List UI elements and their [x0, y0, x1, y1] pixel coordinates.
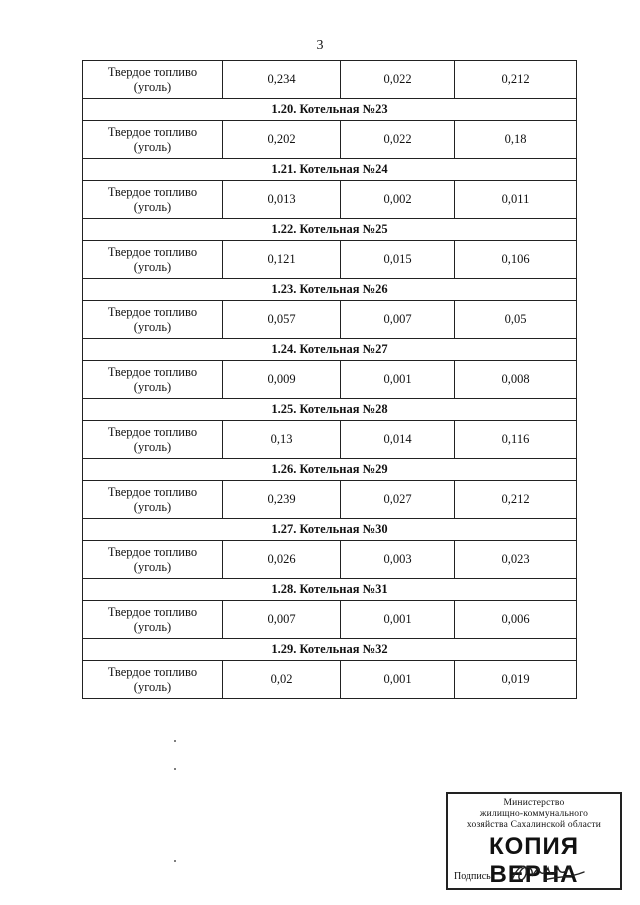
fuel-type-cell: [83, 481, 223, 519]
certified-copy-stamp: [446, 792, 622, 890]
value-cell-3: 0,05: [455, 301, 577, 339]
fuel-type-sublabel: (уголь): [133, 79, 172, 94]
section-title: 1.24. Котельная №27: [83, 339, 577, 361]
scan-speck: [174, 740, 176, 742]
value-cell-1: 0,013: [223, 181, 341, 219]
section-header-row: [83, 159, 577, 181]
table-row: [83, 481, 577, 519]
fuel-type-cell: [83, 301, 223, 339]
fuel-type-sublabel: (уголь): [133, 439, 172, 454]
table-row: [83, 61, 577, 99]
value-cell-2: 0,002: [341, 181, 455, 219]
section-header-row: [83, 459, 577, 481]
value-cell-1: 0,121: [223, 241, 341, 279]
table-row: [83, 301, 577, 339]
value-cell-2: 0,007: [341, 301, 455, 339]
fuel-type-label: Твердое топливо: [107, 244, 198, 259]
fuel-type-label: Твердое топливо: [107, 424, 198, 439]
section-title: 1.25. Котельная №28: [83, 399, 577, 421]
section-header-row: [83, 279, 577, 301]
handwritten-signature: [508, 860, 586, 886]
value-cell-2: 0,022: [341, 61, 455, 99]
scan-speck: [174, 768, 176, 770]
section-header-row: [83, 339, 577, 361]
value-cell-1: 0,057: [223, 301, 341, 339]
fuel-type-label: Твердое топливо: [107, 664, 198, 679]
value-cell-1: 0,009: [223, 361, 341, 399]
section-title: 1.21. Котельная №24: [83, 159, 577, 181]
section-title: 1.29. Котельная №32: [83, 639, 577, 661]
fuel-type-sublabel: (уголь): [133, 139, 172, 154]
fuel-type-cell: [83, 121, 223, 159]
fuel-type-label: Твердое топливо: [107, 304, 198, 319]
value-cell-2: 0,014: [341, 421, 455, 459]
value-cell-1: 0,026: [223, 541, 341, 579]
section-title: 1.23. Котельная №26: [83, 279, 577, 301]
value-cell-2: 0,001: [341, 601, 455, 639]
value-cell-3: 0,116: [455, 421, 577, 459]
value-cell-1: 0,202: [223, 121, 341, 159]
fuel-type-label: Твердое топливо: [107, 64, 198, 79]
value-cell-3: 0,18: [455, 121, 577, 159]
fuel-type-sublabel: (уголь): [133, 379, 172, 394]
fuel-type-sublabel: (уголь): [133, 619, 172, 634]
fuel-type-label: Твердое топливо: [107, 124, 198, 139]
boiler-fuel-table: [82, 60, 577, 699]
value-cell-2: 0,022: [341, 121, 455, 159]
table-row: [83, 121, 577, 159]
page-number: 3: [316, 38, 324, 53]
value-cell-1: 0,02: [223, 661, 341, 699]
table-body: [83, 61, 577, 699]
stamp-line-ministry: Министерство: [503, 798, 565, 808]
value-cell-3: 0,023: [455, 541, 577, 579]
stamp-title: КОПИЯ ВЕРНА: [488, 833, 580, 888]
table-row: [83, 181, 577, 219]
value-cell-2: 0,003: [341, 541, 455, 579]
section-title: 1.22. Котельная №25: [83, 219, 577, 241]
section-header-row: [83, 399, 577, 421]
section-title: 1.26. Котельная №29: [83, 459, 577, 481]
fuel-type-cell: [83, 421, 223, 459]
value-cell-3: 0,106: [455, 241, 577, 279]
value-cell-3: 0,019: [455, 661, 577, 699]
section-title: 1.27. Котельная №30: [83, 519, 577, 541]
fuel-type-label: Твердое топливо: [107, 604, 198, 619]
fuel-type-sublabel: (уголь): [133, 199, 172, 214]
section-header-row: [83, 579, 577, 601]
fuel-type-cell: [83, 541, 223, 579]
section-header-row: [83, 99, 577, 121]
fuel-type-sublabel: (уголь): [133, 499, 172, 514]
value-cell-1: 0,007: [223, 601, 341, 639]
table-row: [83, 421, 577, 459]
stamp-line-region: хозяйства Сахалинской области: [466, 820, 602, 830]
table-row: [83, 541, 577, 579]
section-header-row: [83, 639, 577, 661]
section-title: 1.28. Котельная №31: [83, 579, 577, 601]
value-cell-1: 0,234: [223, 61, 341, 99]
fuel-type-cell: [83, 181, 223, 219]
table-row: [83, 601, 577, 639]
fuel-type-sublabel: (уголь): [133, 319, 172, 334]
value-cell-2: 0,015: [341, 241, 455, 279]
fuel-type-sublabel: (уголь): [133, 259, 172, 274]
value-cell-3: 0,212: [455, 61, 577, 99]
stamp-line-department: жилищно-коммунального: [479, 809, 589, 819]
value-cell-3: 0,212: [455, 481, 577, 519]
value-cell-2: 0,001: [341, 661, 455, 699]
fuel-type-cell: [83, 361, 223, 399]
fuel-type-label: Твердое топливо: [107, 544, 198, 559]
section-title: 1.20. Котельная №23: [83, 99, 577, 121]
fuel-type-sublabel: (уголь): [133, 559, 172, 574]
value-cell-1: 0,13: [223, 421, 341, 459]
fuel-type-label: Твердое топливо: [107, 364, 198, 379]
table-row: [83, 361, 577, 399]
table-row: [83, 241, 577, 279]
fuel-type-cell: [83, 241, 223, 279]
fuel-type-label: Твердое топливо: [107, 484, 198, 499]
fuel-type-cell: [83, 661, 223, 699]
stamp-sign-label: Подпись: [454, 871, 491, 882]
fuel-type-label: Твердое топливо: [107, 184, 198, 199]
value-cell-2: 0,027: [341, 481, 455, 519]
scan-speck: [174, 860, 176, 862]
value-cell-3: 0,006: [455, 601, 577, 639]
section-header-row: [83, 519, 577, 541]
value-cell-3: 0,008: [455, 361, 577, 399]
fuel-type-cell: [83, 601, 223, 639]
table-row: [83, 661, 577, 699]
section-header-row: [83, 219, 577, 241]
fuel-type-cell: [83, 61, 223, 99]
value-cell-1: 0,239: [223, 481, 341, 519]
fuel-type-sublabel: (уголь): [133, 679, 172, 694]
value-cell-3: 0,011: [455, 181, 577, 219]
value-cell-2: 0,001: [341, 361, 455, 399]
